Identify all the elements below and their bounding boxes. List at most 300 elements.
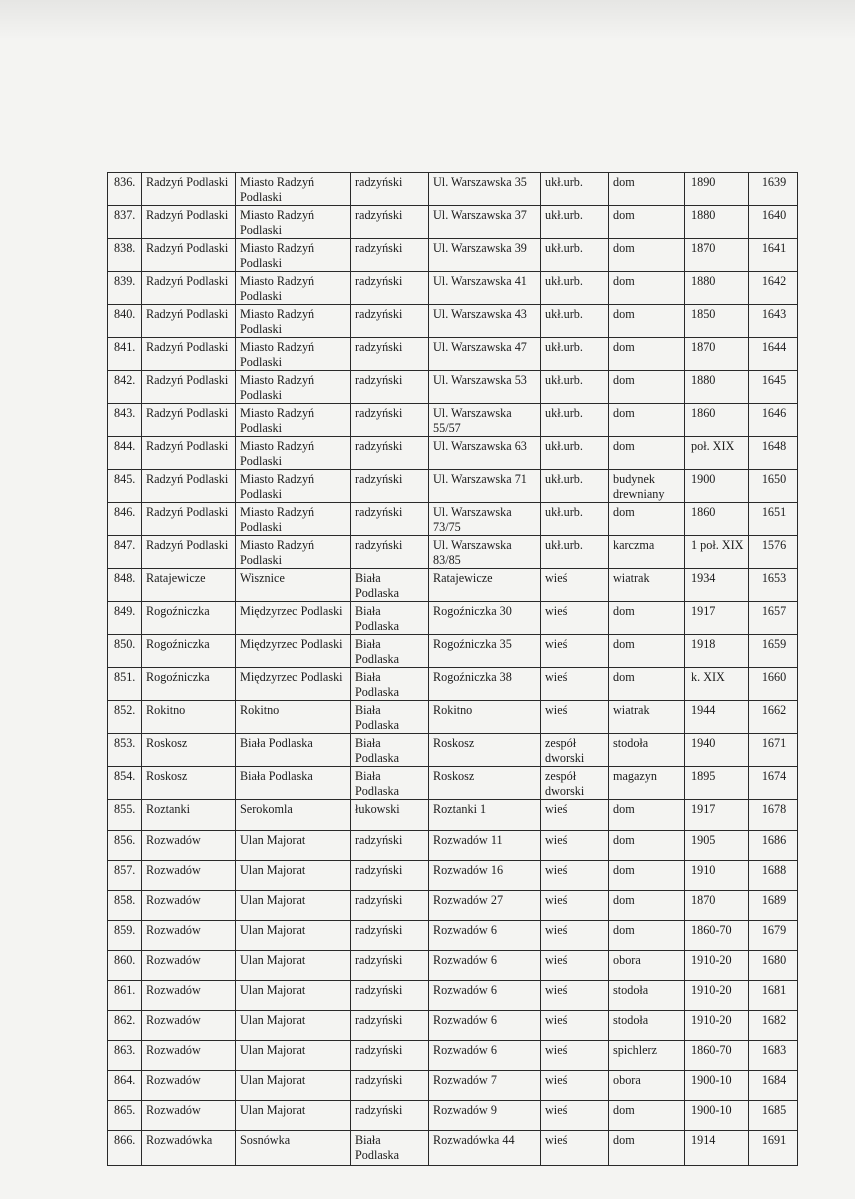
table-row — [108, 272, 798, 305]
commune-cell: Ulan Majorat — [236, 1041, 351, 1071]
commune-cell: Biała Podlaska — [236, 767, 351, 800]
complex-type-cell: wieś — [541, 891, 609, 921]
dating-cell: 1910-20 — [685, 981, 749, 1011]
address-cell: Rozwadów 9 — [429, 1101, 541, 1131]
object-type-cell: stodoła — [609, 981, 685, 1011]
register-number-cell: 1674 — [749, 767, 798, 800]
object-type-cell: dom — [609, 305, 685, 338]
complex-type-cell: wieś — [541, 1101, 609, 1131]
complex-type-cell: wieś — [541, 1071, 609, 1101]
object-type-cell: dom — [609, 602, 685, 635]
locality-cell: Rozwadów — [142, 921, 236, 951]
address-cell: Rokitno — [429, 701, 541, 734]
address-cell: Rogoźniczka 30 — [429, 602, 541, 635]
locality-cell: Radzyń Podlaski — [142, 470, 236, 503]
table-row — [108, 404, 798, 437]
county-cell: radzyński — [351, 921, 429, 951]
object-type-cell: dom — [609, 272, 685, 305]
dating-cell: 1914 — [685, 1131, 749, 1166]
object-type-cell: dom — [609, 891, 685, 921]
register-number-cell: 1688 — [749, 861, 798, 891]
object-type-cell: dom — [609, 668, 685, 701]
complex-type-cell: wieś — [541, 602, 609, 635]
dating-cell: 1860-70 — [685, 1041, 749, 1071]
table-row — [108, 305, 798, 338]
row-number: 854. — [108, 767, 142, 800]
complex-type-cell: wieś — [541, 800, 609, 831]
dating-cell: 1934 — [685, 569, 749, 602]
commune-cell: Międzyrzec Podlaski — [236, 668, 351, 701]
row-number: 841. — [108, 338, 142, 371]
county-cell: radzyński — [351, 981, 429, 1011]
commune-cell: Ulan Majorat — [236, 921, 351, 951]
row-number: 861. — [108, 981, 142, 1011]
dating-cell: 1900-10 — [685, 1101, 749, 1131]
address-cell: Roztanki 1 — [429, 800, 541, 831]
register-number-cell: 1681 — [749, 981, 798, 1011]
complex-type-cell: ukł.urb. — [541, 437, 609, 470]
dating-cell: 1860 — [685, 404, 749, 437]
table-row — [108, 536, 798, 569]
locality-cell: Rozwadów — [142, 981, 236, 1011]
dating-cell: 1905 — [685, 831, 749, 861]
complex-type-cell: ukł.urb. — [541, 239, 609, 272]
register-number-cell: 1657 — [749, 602, 798, 635]
object-type-cell: budynek drewniany — [609, 470, 685, 503]
table-row — [108, 1071, 798, 1101]
object-type-cell: dom — [609, 831, 685, 861]
register-number-cell: 1639 — [749, 173, 798, 206]
commune-cell: Sosnówka — [236, 1131, 351, 1166]
row-number: 837. — [108, 206, 142, 239]
commune-cell: Miasto Radzyń Podlaski — [236, 305, 351, 338]
complex-type-cell: wieś — [541, 635, 609, 668]
dating-cell: 1880 — [685, 272, 749, 305]
dating-cell: k. XIX — [685, 668, 749, 701]
object-type-cell: dom — [609, 1131, 685, 1166]
dating-cell: 1940 — [685, 734, 749, 767]
commune-cell: Miasto Radzyń Podlaski — [236, 470, 351, 503]
register-number-cell: 1645 — [749, 371, 798, 404]
address-cell: Rogoźniczka 35 — [429, 635, 541, 668]
object-type-cell: karczma — [609, 536, 685, 569]
commune-cell: Miasto Radzyń Podlaski — [236, 536, 351, 569]
row-number: 842. — [108, 371, 142, 404]
row-number: 855. — [108, 800, 142, 831]
address-cell: Rozwadówka 44 — [429, 1131, 541, 1166]
county-cell: Biała Podlaska — [351, 767, 429, 800]
table-body — [108, 173, 798, 1166]
dating-cell: 1850 — [685, 305, 749, 338]
register-number-cell: 1679 — [749, 921, 798, 951]
complex-type-cell: ukł.urb. — [541, 272, 609, 305]
address-cell: Rozwadów 6 — [429, 951, 541, 981]
commune-cell: Miasto Radzyń Podlaski — [236, 239, 351, 272]
table-row — [108, 891, 798, 921]
commune-cell: Miasto Radzyń Podlaski — [236, 437, 351, 470]
commune-cell: Międzyrzec Podlaski — [236, 602, 351, 635]
locality-cell: Radzyń Podlaski — [142, 305, 236, 338]
locality-cell: Roskosz — [142, 767, 236, 800]
address-cell: Ul. Warszawska 35 — [429, 173, 541, 206]
locality-cell: Rozwadów — [142, 891, 236, 921]
county-cell: radzyński — [351, 831, 429, 861]
dating-cell: 1910-20 — [685, 951, 749, 981]
row-number: 846. — [108, 503, 142, 536]
commune-cell: Ulan Majorat — [236, 1011, 351, 1041]
row-number: 838. — [108, 239, 142, 272]
register-number-cell: 1678 — [749, 800, 798, 831]
complex-type-cell: wieś — [541, 861, 609, 891]
locality-cell: Radzyń Podlaski — [142, 503, 236, 536]
locality-cell: Ratajewicze — [142, 569, 236, 602]
dating-cell: 1860 — [685, 503, 749, 536]
register-number-cell: 1576 — [749, 536, 798, 569]
county-cell: radzyński — [351, 206, 429, 239]
table-row — [108, 1011, 798, 1041]
commune-cell: Międzyrzec Podlaski — [236, 635, 351, 668]
register-number-cell: 1689 — [749, 891, 798, 921]
locality-cell: Radzyń Podlaski — [142, 371, 236, 404]
county-cell: Biała Podlaska — [351, 569, 429, 602]
locality-cell: Rozwadów — [142, 831, 236, 861]
object-type-cell: dom — [609, 338, 685, 371]
row-number: 859. — [108, 921, 142, 951]
dating-cell: 1944 — [685, 701, 749, 734]
county-cell: radzyński — [351, 239, 429, 272]
address-cell: Ul. Warszawska 55/57 — [429, 404, 541, 437]
address-cell: Rozwadów 11 — [429, 831, 541, 861]
locality-cell: Rozwadów — [142, 861, 236, 891]
register-number-cell: 1686 — [749, 831, 798, 861]
object-type-cell: stodoła — [609, 1011, 685, 1041]
county-cell: radzyński — [351, 1101, 429, 1131]
commune-cell: Ulan Majorat — [236, 891, 351, 921]
register-number-cell: 1643 — [749, 305, 798, 338]
complex-type-cell: ukł.urb. — [541, 305, 609, 338]
locality-cell: Rogoźniczka — [142, 602, 236, 635]
locality-cell: Radzyń Podlaski — [142, 404, 236, 437]
row-number: 840. — [108, 305, 142, 338]
complex-type-cell: ukł.urb. — [541, 206, 609, 239]
object-type-cell: magazyn — [609, 767, 685, 800]
address-cell: Ul. Warszawska 63 — [429, 437, 541, 470]
complex-type-cell: wieś — [541, 951, 609, 981]
locality-cell: Rozwadów — [142, 1101, 236, 1131]
complex-type-cell: wieś — [541, 921, 609, 951]
row-number: 863. — [108, 1041, 142, 1071]
county-cell: radzyński — [351, 305, 429, 338]
register-number-cell: 1671 — [749, 734, 798, 767]
county-cell: radzyński — [351, 951, 429, 981]
object-type-cell: dom — [609, 206, 685, 239]
address-cell: Rozwadów 16 — [429, 861, 541, 891]
county-cell: radzyński — [351, 1071, 429, 1101]
table-row — [108, 951, 798, 981]
object-type-cell: dom — [609, 239, 685, 272]
row-number: 843. — [108, 404, 142, 437]
county-cell: Biała Podlaska — [351, 635, 429, 668]
county-cell: Biała Podlaska — [351, 668, 429, 701]
register-number-cell: 1685 — [749, 1101, 798, 1131]
row-number: 847. — [108, 536, 142, 569]
locality-cell: Radzyń Podlaski — [142, 437, 236, 470]
table-row — [108, 338, 798, 371]
commune-cell: Miasto Radzyń Podlaski — [236, 272, 351, 305]
object-type-cell: dom — [609, 371, 685, 404]
complex-type-cell: wieś — [541, 1041, 609, 1071]
commune-cell: Serokomla — [236, 800, 351, 831]
row-number: 866. — [108, 1131, 142, 1166]
complex-type-cell: wieś — [541, 569, 609, 602]
complex-type-cell: wieś — [541, 1131, 609, 1166]
object-type-cell: dom — [609, 800, 685, 831]
table-row — [108, 206, 798, 239]
address-cell: Ul. Warszawska 83/85 — [429, 536, 541, 569]
register-number-cell: 1682 — [749, 1011, 798, 1041]
row-number: 860. — [108, 951, 142, 981]
locality-cell: Rozwadów — [142, 1011, 236, 1041]
table-row — [108, 503, 798, 536]
complex-type-cell: wieś — [541, 701, 609, 734]
row-number: 836. — [108, 173, 142, 206]
table-row — [108, 371, 798, 404]
address-cell: Ul. Warszawska 53 — [429, 371, 541, 404]
complex-type-cell: ukł.urb. — [541, 338, 609, 371]
dating-cell: 1870 — [685, 338, 749, 371]
locality-cell: Roskosz — [142, 734, 236, 767]
commune-cell: Biała Podlaska — [236, 734, 351, 767]
dating-cell: 1870 — [685, 239, 749, 272]
table-row — [108, 981, 798, 1011]
commune-cell: Miasto Radzyń Podlaski — [236, 503, 351, 536]
table-row — [108, 831, 798, 861]
row-number: 848. — [108, 569, 142, 602]
table-row — [108, 1131, 798, 1166]
object-type-cell: obora — [609, 1071, 685, 1101]
object-type-cell: stodoła — [609, 734, 685, 767]
locality-cell: Radzyń Podlaski — [142, 239, 236, 272]
locality-cell: Rokitno — [142, 701, 236, 734]
object-type-cell: dom — [609, 861, 685, 891]
locality-cell: Rozwadów — [142, 1041, 236, 1071]
locality-cell: Roztanki — [142, 800, 236, 831]
table-row — [108, 800, 798, 831]
row-number: 865. — [108, 1101, 142, 1131]
dating-cell: 1860-70 — [685, 921, 749, 951]
table-row — [108, 701, 798, 734]
address-cell: Rozwadów 6 — [429, 1011, 541, 1041]
county-cell: łukowski — [351, 800, 429, 831]
county-cell: radzyński — [351, 173, 429, 206]
row-number: 845. — [108, 470, 142, 503]
county-cell: radzyński — [351, 503, 429, 536]
complex-type-cell: wieś — [541, 981, 609, 1011]
locality-cell: Radzyń Podlaski — [142, 338, 236, 371]
dating-cell: 1890 — [685, 173, 749, 206]
address-cell: Ul. Warszawska 37 — [429, 206, 541, 239]
commune-cell: Ulan Majorat — [236, 951, 351, 981]
row-number: 839. — [108, 272, 142, 305]
table-row — [108, 1101, 798, 1131]
county-cell: Biała Podlaska — [351, 701, 429, 734]
complex-type-cell: wieś — [541, 831, 609, 861]
commune-cell: Miasto Radzyń Podlaski — [236, 173, 351, 206]
monument-register-table — [107, 172, 798, 1166]
dating-cell: 1895 — [685, 767, 749, 800]
register-number-cell: 1659 — [749, 635, 798, 668]
row-number: 858. — [108, 891, 142, 921]
commune-cell: Ulan Majorat — [236, 831, 351, 861]
complex-type-cell: ukł.urb. — [541, 503, 609, 536]
county-cell: radzyński — [351, 470, 429, 503]
register-number-cell: 1648 — [749, 437, 798, 470]
dating-cell: 1917 — [685, 800, 749, 831]
commune-cell: Ulan Majorat — [236, 1071, 351, 1101]
object-type-cell: dom — [609, 921, 685, 951]
register-number-cell: 1684 — [749, 1071, 798, 1101]
complex-type-cell: zespół dworski — [541, 767, 609, 800]
locality-cell: Radzyń Podlaski — [142, 272, 236, 305]
register-number-cell: 1640 — [749, 206, 798, 239]
row-number: 857. — [108, 861, 142, 891]
object-type-cell: spichlerz — [609, 1041, 685, 1071]
table-row — [108, 921, 798, 951]
complex-type-cell: wieś — [541, 668, 609, 701]
county-cell: radzyński — [351, 1011, 429, 1041]
object-type-cell: dom — [609, 635, 685, 668]
locality-cell: Radzyń Podlaski — [142, 173, 236, 206]
row-number: 849. — [108, 602, 142, 635]
register-number-cell: 1644 — [749, 338, 798, 371]
table-row — [108, 239, 798, 272]
county-cell: radzyński — [351, 371, 429, 404]
row-number: 850. — [108, 635, 142, 668]
dating-cell: 1918 — [685, 635, 749, 668]
dating-cell: 1910 — [685, 861, 749, 891]
address-cell: Roskosz — [429, 734, 541, 767]
table-row — [108, 1041, 798, 1071]
commune-cell: Miasto Radzyń Podlaski — [236, 371, 351, 404]
row-number: 856. — [108, 831, 142, 861]
locality-cell: Radzyń Podlaski — [142, 536, 236, 569]
commune-cell: Miasto Radzyń Podlaski — [236, 338, 351, 371]
table-row — [108, 861, 798, 891]
locality-cell: Rozwadówka — [142, 1131, 236, 1166]
register-number-cell: 1660 — [749, 668, 798, 701]
address-cell: Ul. Warszawska 73/75 — [429, 503, 541, 536]
commune-cell: Ulan Majorat — [236, 1101, 351, 1131]
table-row — [108, 635, 798, 668]
complex-type-cell: ukł.urb. — [541, 470, 609, 503]
table-row — [108, 569, 798, 602]
address-cell: Ul. Warszawska 39 — [429, 239, 541, 272]
object-type-cell: dom — [609, 1101, 685, 1131]
dating-cell: 1917 — [685, 602, 749, 635]
commune-cell: Wisznice — [236, 569, 351, 602]
table-row — [108, 668, 798, 701]
table-row — [108, 602, 798, 635]
county-cell: Biała Podlaska — [351, 734, 429, 767]
object-type-cell: dom — [609, 503, 685, 536]
complex-type-cell: ukł.urb. — [541, 173, 609, 206]
table-row — [108, 173, 798, 206]
row-number: 851. — [108, 668, 142, 701]
locality-cell: Rozwadów — [142, 1071, 236, 1101]
dating-cell: 1910-20 — [685, 1011, 749, 1041]
register-number-cell: 1641 — [749, 239, 798, 272]
county-cell: radzyński — [351, 1041, 429, 1071]
dating-cell: 1 poł. XIX — [685, 536, 749, 569]
address-cell: Rogoźniczka 38 — [429, 668, 541, 701]
object-type-cell: obora — [609, 951, 685, 981]
address-cell: Ul. Warszawska 43 — [429, 305, 541, 338]
register-number-cell: 1646 — [749, 404, 798, 437]
county-cell: radzyński — [351, 891, 429, 921]
commune-cell: Miasto Radzyń Podlaski — [236, 404, 351, 437]
locality-cell: Radzyń Podlaski — [142, 206, 236, 239]
register-number-cell: 1650 — [749, 470, 798, 503]
locality-cell: Rogoźniczka — [142, 635, 236, 668]
table-row — [108, 470, 798, 503]
complex-type-cell: ukł.urb. — [541, 404, 609, 437]
county-cell: radzyński — [351, 404, 429, 437]
address-cell: Ul. Warszawska 71 — [429, 470, 541, 503]
register-number-cell: 1680 — [749, 951, 798, 981]
dating-cell: poł. XIX — [685, 437, 749, 470]
dating-cell: 1900 — [685, 470, 749, 503]
complex-type-cell: ukł.urb. — [541, 371, 609, 404]
row-number: 864. — [108, 1071, 142, 1101]
object-type-cell: dom — [609, 437, 685, 470]
address-cell: Roskosz — [429, 767, 541, 800]
row-number: 844. — [108, 437, 142, 470]
dating-cell: 1880 — [685, 371, 749, 404]
register-number-cell: 1642 — [749, 272, 798, 305]
county-cell: radzyński — [351, 272, 429, 305]
county-cell: radzyński — [351, 338, 429, 371]
commune-cell: Miasto Radzyń Podlaski — [236, 206, 351, 239]
county-cell: radzyński — [351, 437, 429, 470]
row-number: 852. — [108, 701, 142, 734]
row-number: 853. — [108, 734, 142, 767]
county-cell: Biała Podlaska — [351, 1131, 429, 1166]
dating-cell: 1880 — [685, 206, 749, 239]
complex-type-cell: zespół dworski — [541, 734, 609, 767]
commune-cell: Ulan Majorat — [236, 981, 351, 1011]
locality-cell: Rogoźniczka — [142, 668, 236, 701]
object-type-cell: dom — [609, 404, 685, 437]
register-number-cell: 1683 — [749, 1041, 798, 1071]
register-number-cell: 1651 — [749, 503, 798, 536]
dating-cell: 1900-10 — [685, 1071, 749, 1101]
address-cell: Ul. Warszawska 47 — [429, 338, 541, 371]
address-cell: Rozwadów 27 — [429, 891, 541, 921]
register-number-cell: 1653 — [749, 569, 798, 602]
locality-cell: Rozwadów — [142, 951, 236, 981]
table-row — [108, 437, 798, 470]
address-cell: Ul. Warszawska 41 — [429, 272, 541, 305]
dating-cell: 1870 — [685, 891, 749, 921]
object-type-cell: dom — [609, 173, 685, 206]
table-row — [108, 767, 798, 800]
register-number-cell: 1691 — [749, 1131, 798, 1166]
address-cell: Rozwadów 6 — [429, 981, 541, 1011]
complex-type-cell: ukł.urb. — [541, 536, 609, 569]
address-cell: Rozwadów 6 — [429, 1041, 541, 1071]
address-cell: Ratajewicze — [429, 569, 541, 602]
address-cell: Rozwadów 6 — [429, 921, 541, 951]
